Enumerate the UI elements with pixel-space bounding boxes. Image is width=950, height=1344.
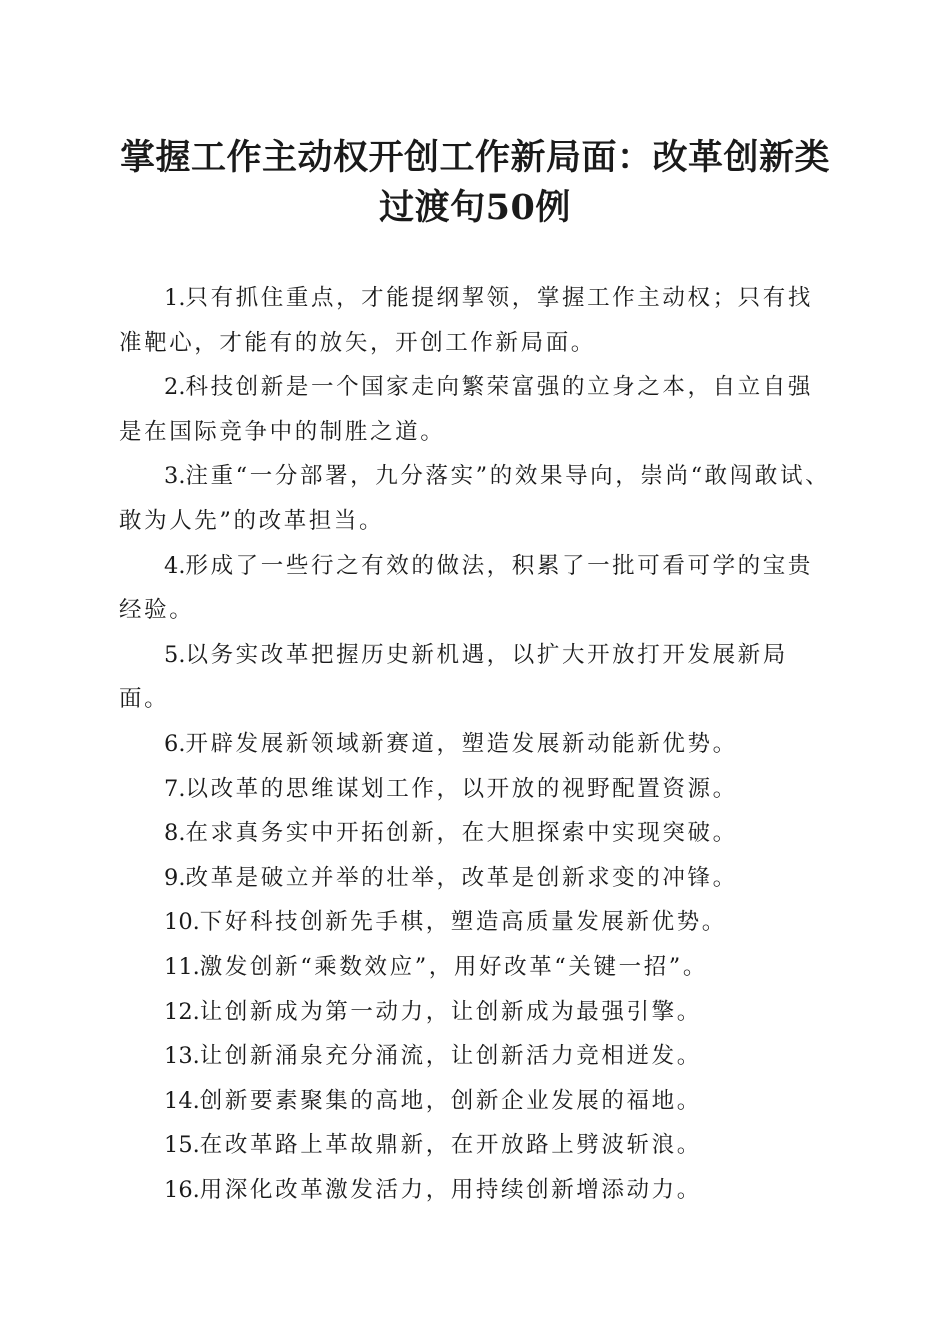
- item-number: 1.: [164, 285, 186, 311]
- list-item: [119, 1123, 831, 1168]
- list-item: [119, 1034, 831, 1079]
- item-number: 10.: [164, 909, 200, 936]
- list-item: [119, 900, 831, 945]
- item-number: 6.: [164, 730, 186, 757]
- item-text: 形成了一些行之有效的做法，积累了一批可看可学的宝贵经验。: [119, 552, 813, 624]
- item-text: 注重“一分部署，九分落实”的效果导向，崇尚“敢闯敢试、敢为人先”的改革担当。: [119, 463, 831, 534]
- list-item: [119, 1079, 831, 1124]
- item-number: 13.: [164, 1043, 200, 1070]
- item-text: 让创新涌泉充分涌流，让创新活力竞相迸发。: [199, 1043, 702, 1070]
- item-number: 4.: [164, 552, 186, 579]
- item-number: 8.: [164, 820, 186, 847]
- item-text: 以务实改革把握历史新机遇，以扩大开放打开发展新局面。: [119, 641, 788, 713]
- item-text: 下好科技创新先手棋，塑造高质量发展新优势。: [199, 909, 727, 936]
- list-item: [119, 990, 831, 1035]
- item-number: 14.: [164, 1087, 200, 1114]
- list-item: [119, 856, 831, 901]
- list-item: [119, 811, 831, 856]
- item-text: 改革是破立并举的壮举，改革是创新求变的冲锋。: [185, 864, 738, 891]
- item-number: 16.: [164, 1176, 200, 1203]
- item-number: 11.: [164, 953, 200, 980]
- item-number: 12.: [164, 998, 200, 1025]
- item-text: 在求真务实中开拓创新，在大胆探索中实现突破。: [185, 820, 738, 847]
- item-text: 激发创新“乘数效应”，用好改革“关键一招”。: [199, 953, 709, 980]
- item-number: 2.: [164, 374, 186, 401]
- list-item: [119, 544, 831, 633]
- item-text: 以改革的思维谋划工作，以开放的视野配置资源。: [185, 775, 738, 802]
- item-text: 只有抓住重点，才能提纲挈领，掌握工作主动权；只有找准靶心，才能有的放矢，开创工作新局面。: [119, 285, 813, 356]
- list-item: [119, 365, 831, 454]
- list-item: [119, 454, 831, 543]
- list-item: [119, 722, 831, 767]
- list-item: [119, 767, 831, 812]
- title-line-1: 掌握工作主动权开创工作新局面：改革创新类: [119, 137, 830, 178]
- list-item: [119, 1168, 831, 1213]
- title-line-2: 过渡句50例: [379, 187, 571, 228]
- item-number: 7.: [164, 775, 186, 802]
- item-text: 创新要素聚集的高地，创新企业发展的福地。: [199, 1087, 702, 1114]
- item-text: 让创新成为第一动力，让创新成为最强引擎。: [199, 998, 702, 1025]
- item-text: 用深化改革激发活力，用持续创新增添动力。: [199, 1176, 702, 1203]
- list-item: [119, 633, 831, 722]
- item-text: 开辟发展新领域新赛道，塑造发展新动能新优势。: [185, 730, 738, 757]
- item-number: 3.: [164, 463, 186, 490]
- item-text: 科技创新是一个国家走向繁荣富强的立身之本，自立自强是在国际竞争中的制胜之道。: [119, 374, 813, 445]
- item-number: 9.: [164, 864, 186, 891]
- item-number: 5.: [164, 641, 186, 668]
- list-item: [119, 276, 831, 365]
- item-text: 在改革路上革故鼎新，在开放路上劈波斩浪。: [199, 1132, 702, 1159]
- sentence-list: [119, 276, 831, 1212]
- document-title: [100, 133, 850, 233]
- item-number: 15.: [164, 1132, 200, 1159]
- list-item: [119, 945, 831, 990]
